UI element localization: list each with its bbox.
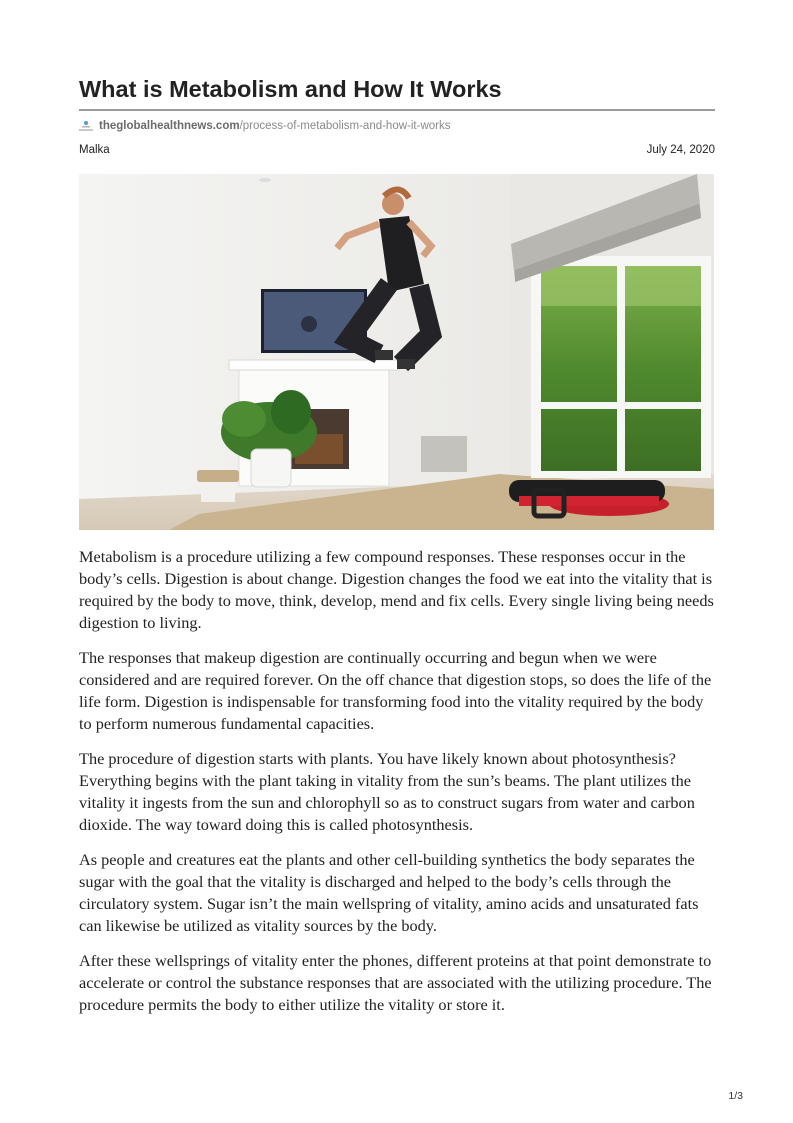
source-path-link[interactable]: /process-of-metabolism-and-how-it-works xyxy=(239,120,451,132)
source-line xyxy=(79,118,450,134)
paragraph: The responses that makeup digestion are continually occurring and begun when we were considered and are required forever. On the off chance that digestion stops, so does the life of the life form. Digestion is indispensable for transforming food into the vitality required by the body to perform numerous fundamental capacities. xyxy=(79,648,712,733)
author-name: Malka xyxy=(79,144,110,156)
page-number: 1/3 xyxy=(728,1090,743,1102)
paragraph: After these wellsprings of vitality enter the phones, different proteins at that point demonstrate to accelerate or control the substance responses that are associated with the utilizing procedure. The procedure permits the body to either utilize the vitality or store it. xyxy=(79,951,712,1014)
globe-favicon-icon xyxy=(79,120,93,132)
source-domain-link[interactable]: theglobalhealthnews.com xyxy=(99,120,240,132)
publish-date: July 24, 2020 xyxy=(646,144,715,156)
title-divider xyxy=(79,109,715,111)
article-meta xyxy=(79,144,715,156)
page-title: What is Metabolism and How It Works xyxy=(79,76,502,102)
paragraph: As people and creatures eat the plants and other cell-building synthetics the body separates the sugar with the goal that the vitality is discharged and helped to the body’s cells through the circulatory system. Sugar isn’t the main wellspring of vitality, amino acids and unsaturated fats can likewise be utilized as vitality sources by the body. xyxy=(79,850,699,935)
hero-image xyxy=(79,174,714,530)
paragraph: The procedure of digestion starts with plants. You have likely known about photosynthesis? Everything begins with the plant taking in vitality from the sun’s beams. The plant utilizes the vitality it ingests from the sun and chlorophyll so as to construct sugars from water and carbon dioxide. The way toward doing this is called photosynthesis. xyxy=(79,749,695,834)
woman-jumping-living-room-photo xyxy=(79,174,714,530)
article-body xyxy=(79,546,719,1029)
paragraph: Metabolism is a procedure utilizing a few compound responses. These responses occur in the body’s cells. Digestion is about change. Digestion changes the food we eat into the vitality that is required by the body to move, think, develop, mend and fix cells. Every single living being needs digestion to living. xyxy=(79,547,714,632)
